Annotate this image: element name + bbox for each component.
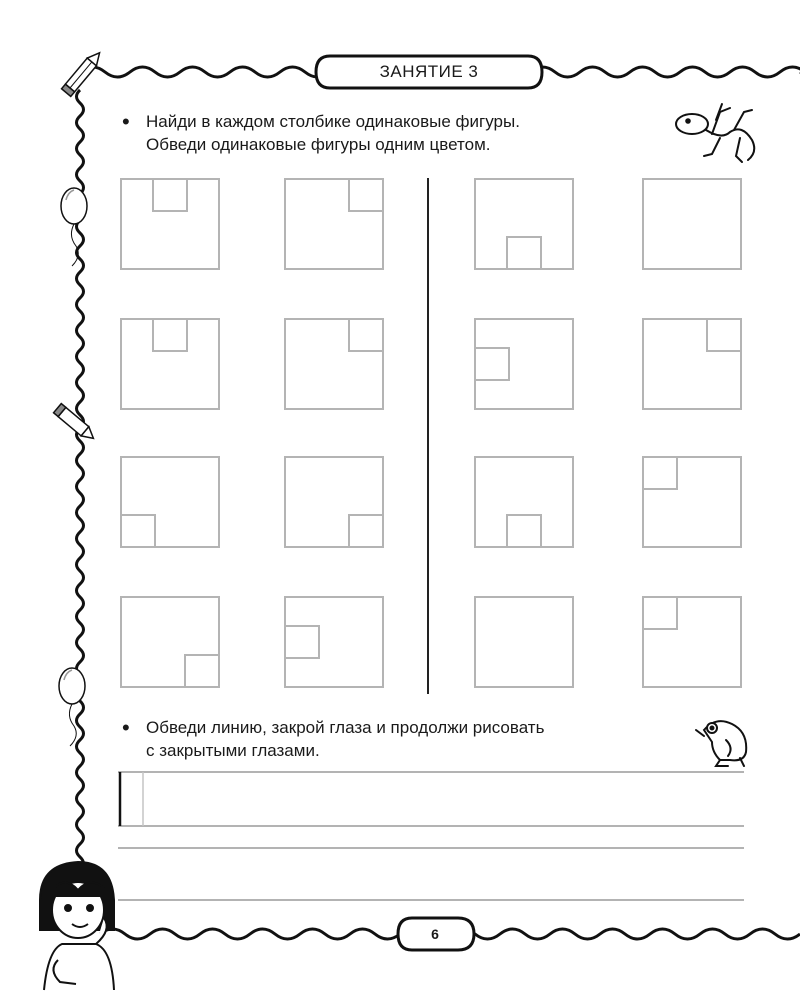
- task-line: с закрытыми глазами.: [146, 741, 320, 760]
- inner-square: [120, 514, 156, 548]
- outline-square: [284, 318, 384, 410]
- inner-square: [284, 625, 320, 659]
- inner-square: [506, 236, 542, 270]
- tracing-lines: [118, 772, 744, 900]
- lizard-icon: [676, 104, 754, 162]
- inner-square: [152, 318, 188, 352]
- inner-square: [348, 514, 384, 548]
- inner-square: [152, 178, 188, 212]
- task-line: Обведи линию, закрой глаза и продолжи рисовать: [146, 718, 545, 737]
- task-line: Найди в каждом столбике одинаковые фигуры.: [146, 112, 520, 131]
- outline-square: [474, 178, 574, 270]
- outline-square: [642, 318, 742, 410]
- task-instruction-shapes: [122, 109, 676, 156]
- outline-square: [284, 456, 384, 548]
- balloon-icon: [59, 668, 85, 746]
- bullet: •: [122, 715, 130, 740]
- outline-square: [474, 596, 574, 688]
- inner-square: [642, 456, 678, 490]
- outline-square: [120, 318, 220, 410]
- lesson-title: ЗАНЯТИЕ 3: [379, 62, 479, 81]
- outline-square: [120, 178, 220, 270]
- column-divider: [427, 178, 429, 694]
- inner-square: [506, 514, 542, 548]
- inner-square: [184, 654, 220, 688]
- outline-square: [284, 596, 384, 688]
- outline-square: [474, 318, 574, 410]
- outline-square: [284, 178, 384, 270]
- inner-square: [348, 318, 384, 352]
- inner-square: [706, 318, 742, 352]
- pencil-icon: [62, 49, 105, 97]
- inner-square: [348, 178, 384, 212]
- outline-square: [120, 596, 220, 688]
- balloon-icon: [61, 188, 87, 266]
- outline-square: [474, 456, 574, 548]
- bullet: •: [122, 109, 130, 134]
- inner-square: [474, 347, 510, 381]
- outline-square: [120, 456, 220, 548]
- girl-illustration: [40, 862, 114, 990]
- outline-square: [642, 596, 742, 688]
- page-number: 6: [431, 926, 439, 942]
- outline-square: [642, 456, 742, 548]
- task-instruction-tracing: [122, 715, 706, 762]
- outline-square: [642, 178, 742, 270]
- task-line: Обведи одинаковые фигуры одним цветом.: [146, 135, 491, 154]
- inner-square: [642, 596, 678, 630]
